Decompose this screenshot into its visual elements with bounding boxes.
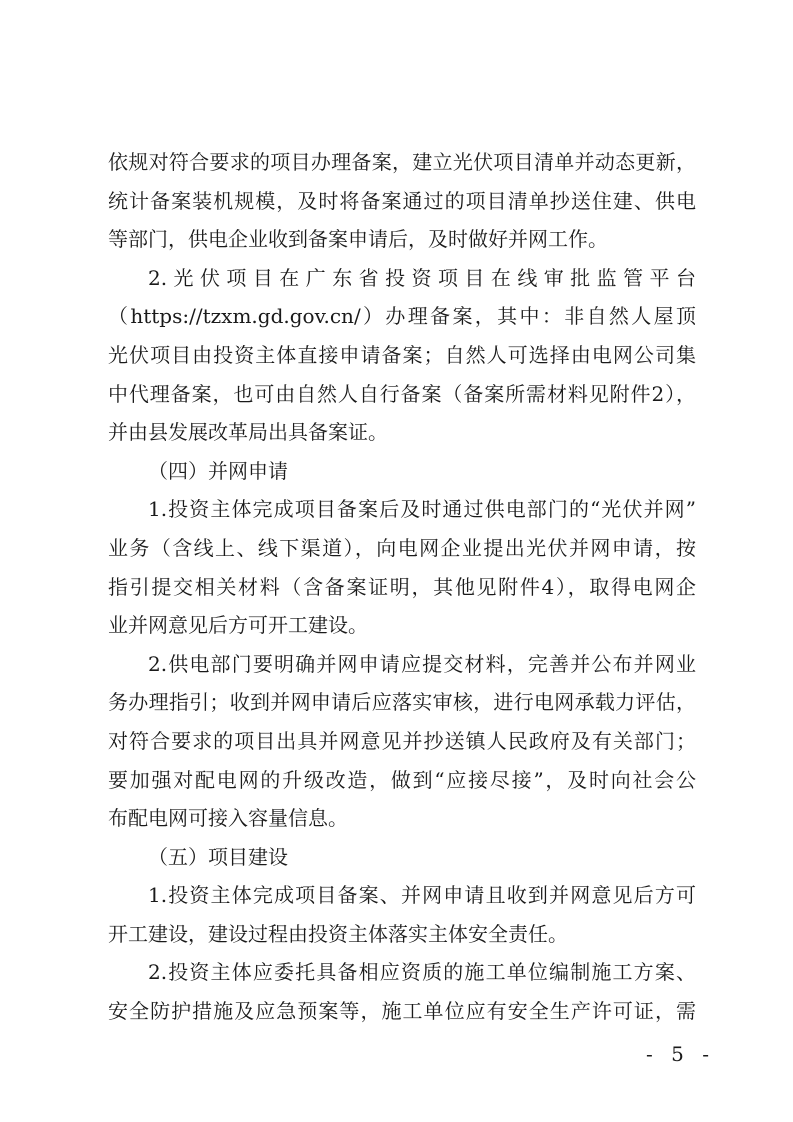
text-line: 安全防护措施及应急预案等，施工单位应有安全生产许可证，需	[108, 999, 696, 1024]
text-line: 并由县发展改革局出具备案证。	[108, 420, 388, 445]
text-line: （https://tzxm.gd.gov.cn/）办理备案，其中：非自然人屋顶	[108, 304, 696, 329]
text-line: 1.投资主体完成项目备案后及时通过供电部门的“光伏并网”	[148, 497, 696, 522]
text-line: 要加强对配电网的升级改造，做到“应接尽接”，及时向社会公	[108, 767, 696, 792]
text-line: （五）项目建设	[148, 844, 288, 869]
text-line: 中代理备案，也可由自然人自行备案（备案所需材料见附件2），	[108, 381, 696, 406]
page-number: - 5 -	[646, 1042, 715, 1066]
text-line: 业务（含线上、线下渠道），向电网企业提出光伏并网申请，按	[108, 535, 696, 560]
text-line: 务办理指引；收到并网申请后应落实审核，进行电网承载力评估，	[108, 690, 696, 715]
text-line: 光伏项目由投资主体直接申请备案；自然人可选择由电网公司集	[108, 342, 696, 367]
text-line: 2.投资主体应委托具备相应资质的施工单位编制施工方案、	[148, 960, 696, 985]
body-text	[108, 143, 696, 1031]
text-line: （四）并网申请	[148, 458, 288, 483]
text-line: 等部门，供电企业收到备案申请后，及时做好并网工作。	[108, 227, 608, 252]
text-line: 布配电网可接入容量信息。	[108, 806, 348, 831]
text-line: 开工建设，建设过程由投资主体落实主体安全责任。	[108, 921, 568, 946]
text-line: 统计备案装机规模，及时将备案通过的项目清单抄送住建、供电	[108, 188, 696, 213]
text-line: 依规对符合要求的项目办理备案，建立光伏项目清单并动态更新，	[108, 150, 696, 174]
text-line: 业并网意见后方可开工建设。	[108, 613, 368, 638]
text-line: 2.光伏项目在广东省投资项目在线审批监管平台	[148, 265, 696, 290]
text-line: 2.供电部门要明确并网申请应提交材料，完善并公布并网业	[148, 651, 696, 676]
text-line: 1.投资主体完成项目备案、并网申请且收到并网意见后方可	[148, 883, 696, 908]
text-line: 对符合要求的项目出具并网意见并抄送镇人民政府及有关部门；	[108, 728, 696, 753]
text-line: 指引提交相关材料（含备案证明，其他见附件4），取得电网企	[108, 574, 696, 599]
